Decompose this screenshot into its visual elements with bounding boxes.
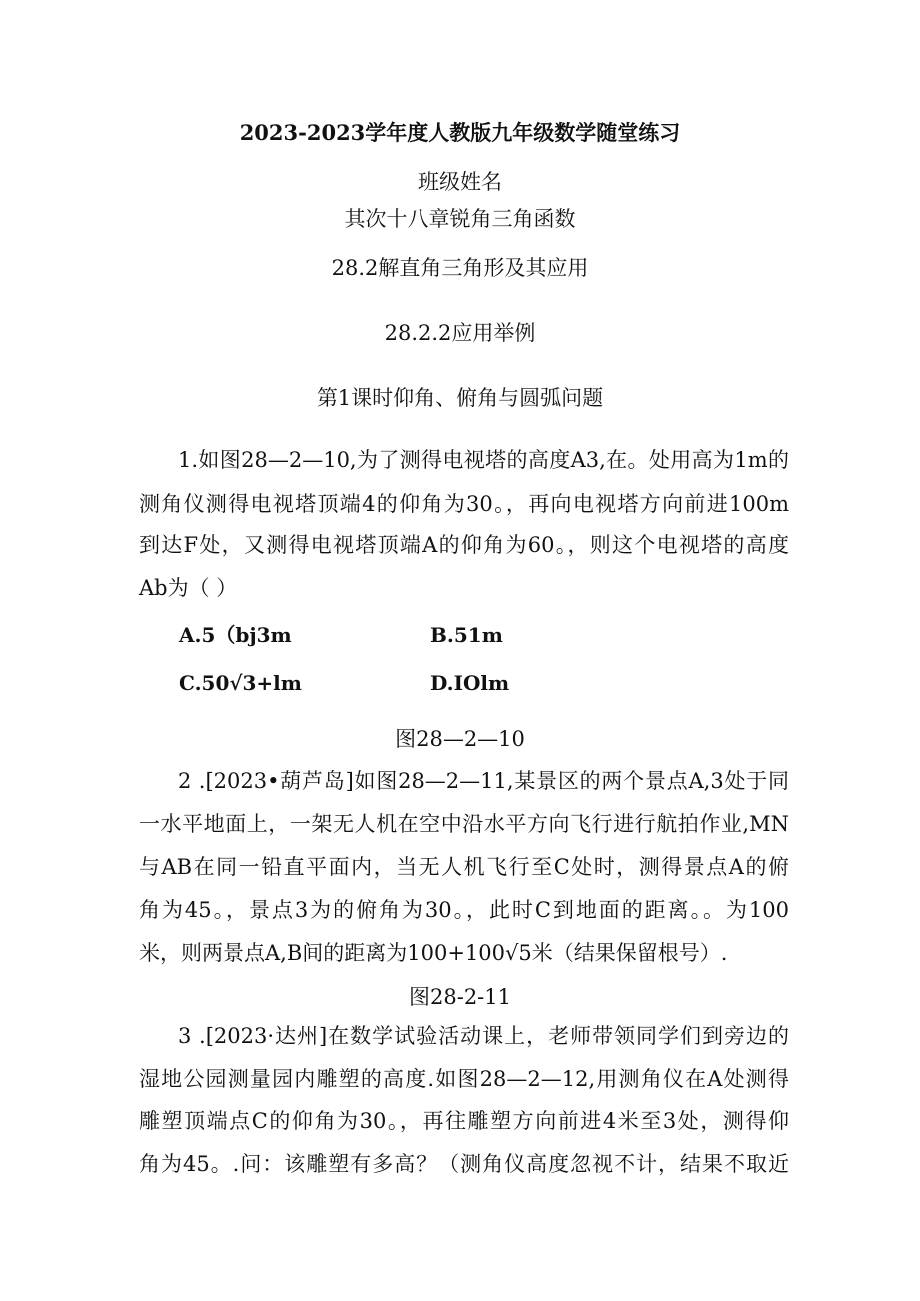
q1-line-3: 到达F处，又测得电视塔顶端A的仰角为60。，则这个电视塔的高度 [139,533,789,557]
q3-line-1: 3 .[2023·达州]在数学试验活动课上，老师带领同学们到旁边的 [178,1024,789,1048]
q1-line-4: Ab为（ ） [139,576,238,600]
lesson-heading: 第1课时仰角、俯角与圆弧问题 [316,386,604,410]
section-heading: 28.2解直角三角形及其应用 [331,256,589,280]
q1-option-c: C.50√3+lm [179,671,302,695]
class-name-line: 班级姓名 [418,170,502,194]
document-title: 2023-2023学年度人教版九年级数学随堂练习 [239,120,681,145]
q3-line-3: 雕塑顶端点C的仰角为30。，再往雕塑方向前进4米至3处，测得仰 [139,1109,789,1133]
q2-line-5: 米，则两景点A,B间的距离为100+100√5米（结果保留根号）. [139,941,728,965]
q1-line-2: 测角仪测得电视塔顶端4的仰角为30。，再向电视塔方向前进100m [139,492,789,516]
subsection-heading: 28.2.2应用举例 [384,321,536,345]
q2-line-2: 一水平地面上，一架无人机在空中沿水平方向飞行进行航拍作业,MN [139,812,789,836]
q1-line-1: 1.如图28—2—10,为了测得电视塔的高度A3,在。处用高为1m的 [178,448,789,472]
q2-line-3: 与AB在同一铅直平面内，当无人机飞行至C处时，测得景点A的俯 [139,855,789,879]
q3-line-2: 湿地公园测量园内雕塑的高度.如图28—2—12,用测角仪在A处测得 [139,1067,789,1091]
q1-option-d: D.IOlm [430,671,510,695]
q3-line-4: 角为45。.问：该雕塑有多高？（测角仪高度忽视不计，结果不取近 [139,1152,789,1176]
chapter-heading: 其次十八章锐角三角函数 [344,207,576,231]
q2-line-4: 角为45。，景点3为的俯角为30。，此时C到地面的距离。。为100 [139,898,789,922]
figure-caption-28-2-10: 图28—2—10 [395,727,525,751]
q1-option-b: B.51m [430,623,503,647]
q1-option-a: A.5（bj3m [179,623,292,647]
figure-caption-28-2-11: 图28-2-11 [409,985,511,1009]
q2-line-1: 2 .[2023•葫芦岛]如图28—2—11,某景区的两个景点A,3处于同 [178,769,789,793]
